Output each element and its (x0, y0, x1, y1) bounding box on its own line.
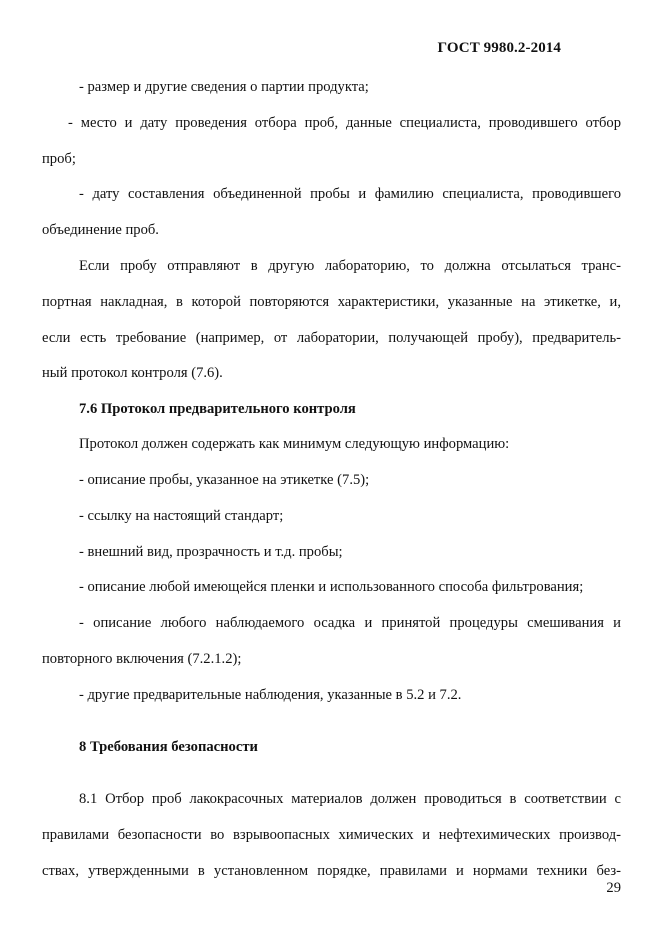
paragraph-line: ный протокол контроля (7.6). (42, 365, 223, 381)
paragraph-line: ствах, утвержденными в установленном порядке, правилами и нормами техники без- (42, 863, 621, 879)
section-heading-7-6: 7.6 Протокол предварительного контроля (79, 401, 356, 417)
text-line: - дату составления объединенной пробы и фамилию специалиста, проводившего (79, 186, 621, 202)
paragraph-line: если есть требование (например, от лаборатории, получающей пробу), предваритель- (42, 330, 621, 346)
paragraph-line: Если пробу отправляют в другую лабораторию, то должна отсылаться транс- (79, 258, 621, 274)
text-line: проб; (42, 151, 76, 167)
list-item: - ссылку на настоящий стандарт; (79, 508, 284, 524)
paragraph-line: Протокол должен содержать как минимум следующую информацию: (79, 436, 510, 452)
list-item: - описание любого наблюдаемого осадка и принятой процедуры смешивания и (79, 615, 621, 631)
text-line: - место и дату проведения отбора проб, данные специалиста, проводившего отбор (68, 115, 621, 131)
section-heading-8: 8 Требования безопасности (79, 739, 258, 755)
list-item: - другие предварительные наблюдения, указанные в 5.2 и 7.2. (79, 687, 462, 703)
paragraph-line: портная накладная, в которой повторяются характеристики, указанные на этикетке, и, (42, 294, 621, 310)
page-number: 29 (606, 880, 621, 896)
document-code-header: ГОСТ 9980.2-2014 (437, 40, 561, 56)
paragraph-line: правилами безопасности во взрывоопасных химических и нефтехимических производ- (42, 827, 621, 843)
list-item: - описание любой имеющейся пленки и использованного способа фильтрования; (79, 579, 584, 595)
list-item: - внешний вид, прозрачность и т.д. пробы; (79, 544, 343, 560)
list-item: - описание пробы, указанное на этикетке (7.5); (79, 472, 370, 488)
text-line: объединение проб. (42, 222, 159, 238)
list-item-continuation: повторного включения (7.2.1.2); (42, 651, 242, 667)
paragraph-line: 8.1 Отбор проб лакокрасочных материалов должен проводиться в соответствии с (79, 791, 621, 807)
text-line: - размер и другие сведения о партии продукта; (79, 79, 369, 95)
